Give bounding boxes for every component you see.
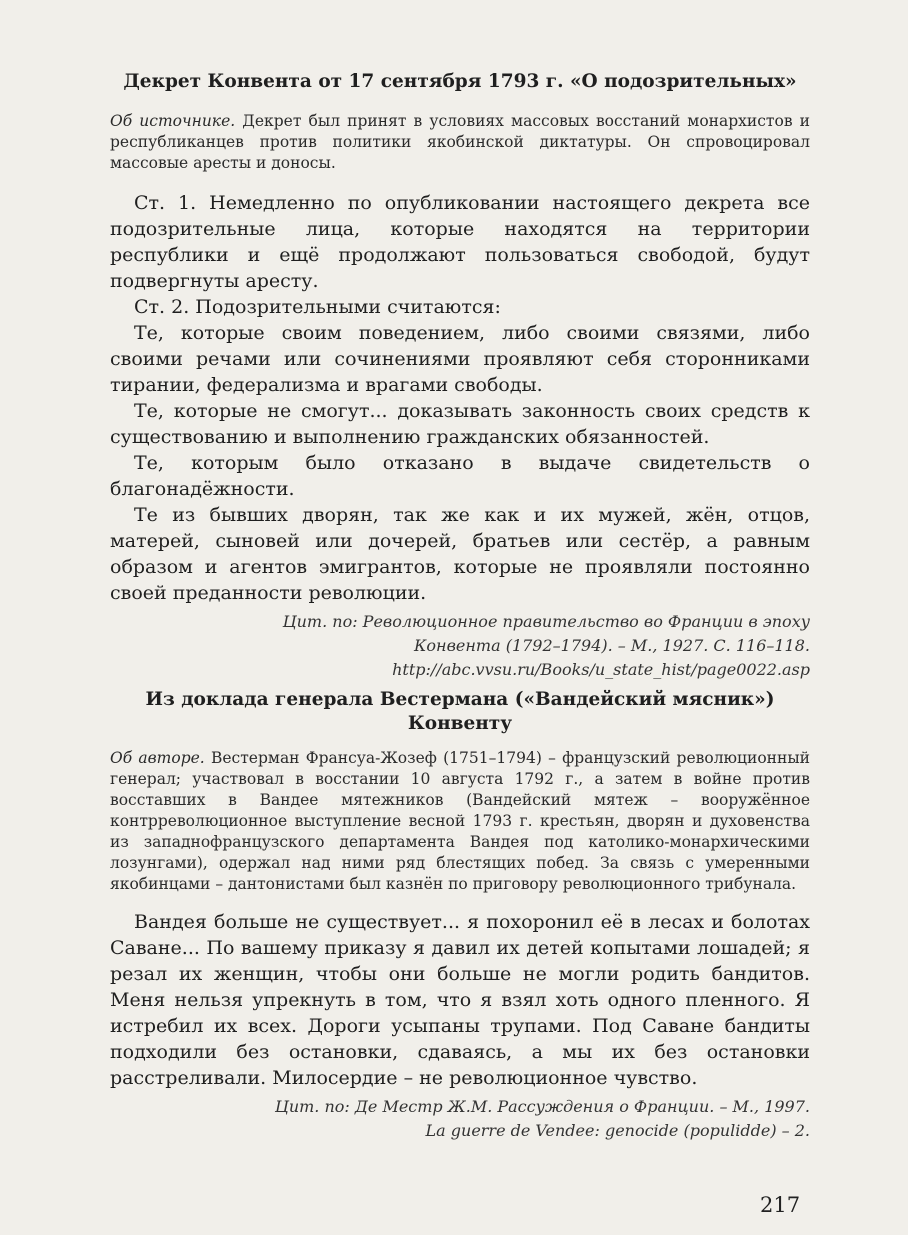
section1-title: Декрет Конвента от 17 сентября 1793 г. «О подозрительных» bbox=[123, 71, 797, 92]
citation-line: Цит. по: Революционное правительство во Франции в эпоху bbox=[282, 612, 810, 631]
article-2: Ст. 2. Подозрительными считаются: bbox=[134, 296, 501, 318]
section2-title-line: Конвенту bbox=[407, 713, 513, 734]
page-number: 217 bbox=[760, 1193, 801, 1217]
section2-citation bbox=[110, 1095, 810, 1143]
section1-citation bbox=[110, 610, 810, 682]
suspect-category-4: Те из бывших дворян, так же как и их мужей, жён, отцов, матерей, сыновей или дочерей, братьев или сестёр, а равным образом и агентов эмигрантов, которые не проявляли постоянно своей преданности революции. bbox=[110, 504, 810, 604]
section2-body bbox=[110, 909, 810, 1091]
citation-url: http://abc.vvsu.ru/Books/u_state_hist/page0022.asp bbox=[392, 660, 810, 679]
report-paragraph: Вандея больше не существует... я похоронил её в лесах и болотах Саване... По вашему приказу я давил их детей копытами лошадей; я резал их женщин, чтобы они больше не могли родить бандитов. Меня нельзя упрекнуть в том, что я взял хоть одного пленного. Я истребил их всех. Дороги усыпаны трупами. Под Саване бандиты подходили без остановки, сдаваясь, а мы их без остановки расстреливали. Милосердие – не революционное чувство. bbox=[110, 911, 810, 1089]
section2-author-note bbox=[110, 748, 810, 895]
section2-title bbox=[110, 688, 810, 736]
citation-line: Цит. по: Де Местр Ж.М. Рассуждения о Франции. – М., 1997. bbox=[274, 1097, 810, 1116]
page-content bbox=[110, 70, 810, 1143]
section1-source-note bbox=[110, 111, 810, 174]
suspect-category-1: Те, которые своим поведением, либо своими связями, либо своими речами или сочинениями проявляют себя сторонниками тирании, федерализма и врагами свободы. bbox=[110, 322, 810, 396]
section1-body bbox=[110, 190, 810, 606]
author-note-text: Вестерман Франсуа-Жозеф (1751–1794) – французский революционный генерал; участвовал в восстании 10 августа 1792 г., а затем в войне против восставших в Вандее мятежников (Вандейский мятеж – вооружённое контрреволюционное выступление весной 1793 г. крестьян, дворян и духовенства из западнофранцузского департамента Вандея под католико-монархическими лозунгами), одержал над ними ряд блестящих побед. За связь с умеренными якобинцами – дантонистами был казнён по приговору революционного трибунала. bbox=[110, 749, 810, 893]
citation-line: Конвента (1792–1794). – М., 1927. С. 116–118. bbox=[414, 636, 810, 655]
source-note-lead: Об источнике. bbox=[110, 112, 236, 130]
suspect-category-3: Те, которым было отказано в выдаче свидетельств о благонадёжности. bbox=[110, 452, 810, 500]
suspect-category-2: Те, которые не смогут... доказывать законность своих средств к существованию и выполнению гражданских обязанностей. bbox=[110, 400, 810, 448]
article-1: Ст. 1. Немедленно по опубликовании настоящего декрета все подозрительные лица, которые находятся на территории республики и ещё продолжают пользоваться свободой, будут подвергнуты аресту. bbox=[110, 192, 810, 292]
author-note-lead: Об авторе. bbox=[110, 749, 205, 767]
section2-title-line: Из доклада генерала Вестермана («Вандейский мясник») bbox=[145, 689, 775, 710]
source-note-text: Декрет был принят в условиях массовых восстаний монархистов и республиканцев против политики якобинской диктатуры. Он спровоцировал массовые аресты и доносы. bbox=[110, 112, 810, 172]
citation-line: La guerre de Vendee: genocide (populidde) – 2. bbox=[425, 1121, 810, 1140]
